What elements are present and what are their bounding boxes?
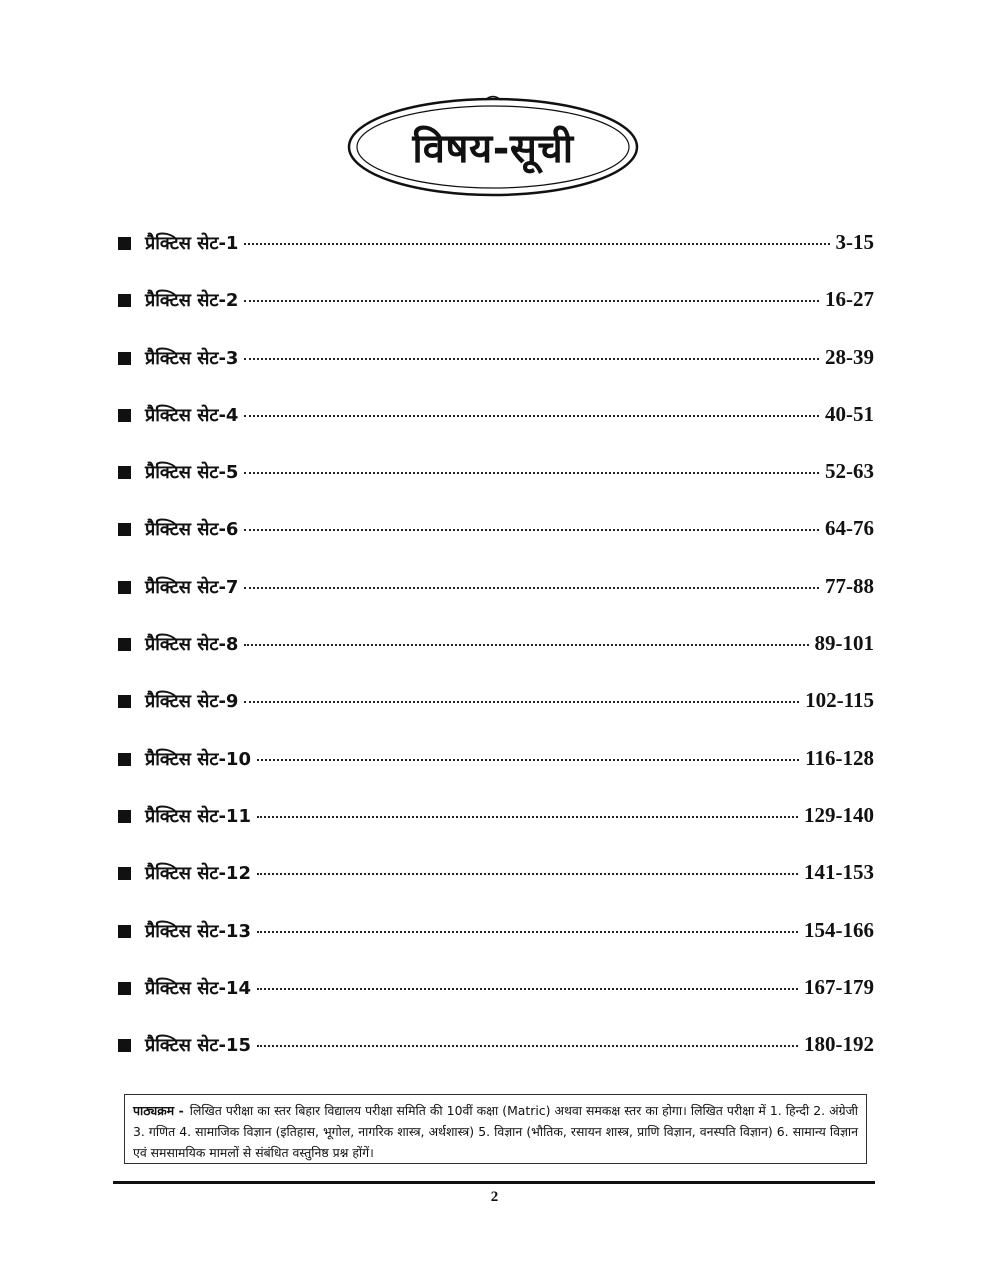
syllabus-text: लिखित परीक्षा का स्तर बिहार विद्यालय परीक्षा समिति की 10वीं कक्षा (Matric) अथवा समकक्ष स्तर का होगा। लिखित परीक्षा में 1. हिन्दी 2. अंग्रेजी 3. गणित 4. सामाजिक विज्ञान (इतिहास, भूगोल, नागरिक शास्त्र, अर्थशास्त्र) 5. विज्ञान (भौतिक, रसायन शास्त्र, प्राणि विज्ञान, वनस्पति विज्ञान) 6. सामान्य विज्ञान एवं समसामयिक मामलों से संबंधित वस्तुनिष्ठ प्रश्न होंगें।: [133, 1103, 858, 1160]
toc-page-range: 28-39: [825, 344, 874, 369]
toc-row: [118, 631, 874, 688]
toc-label: प्रैक्टिस सेट-6: [145, 519, 239, 541]
dot-leader: [257, 1045, 798, 1047]
toc-label: प्रैक्टिस सेट-3: [145, 347, 239, 369]
dot-leader: [244, 701, 799, 703]
toc-page-range: 154-166: [804, 917, 874, 942]
page-number: 2: [490, 1189, 499, 1205]
dot-leader: [257, 988, 798, 990]
toc-label: प्रैक्टिस सेट-13: [145, 920, 251, 942]
dot-leader: [257, 816, 798, 818]
square-bullet-icon: [118, 695, 131, 708]
toc-page-range: 180-192: [804, 1032, 874, 1057]
toc-row: [118, 516, 874, 573]
square-bullet-icon: [118, 294, 131, 307]
toc-label: प्रैक्टिस सेट-15: [145, 1035, 251, 1057]
toc-row: [118, 860, 874, 917]
toc-page-range: 167-179: [804, 974, 874, 999]
toc-page-range: 3-15: [835, 230, 874, 254]
toc-label: प्रैक्टिस सेट-7: [145, 576, 239, 598]
square-bullet-icon: [118, 925, 131, 938]
toc-page-range: 52-63: [825, 459, 874, 484]
square-bullet-icon: [118, 523, 131, 536]
toc-page-range: 16-27: [825, 287, 874, 312]
toc-row: [118, 459, 874, 516]
dot-leader: [244, 243, 829, 245]
toc-row: [118, 345, 874, 402]
square-bullet-icon: [118, 466, 131, 479]
page-title: विषय-सूची: [412, 125, 574, 172]
toc-row: [118, 574, 874, 631]
toc-row: [118, 975, 874, 1032]
square-bullet-icon: [118, 982, 131, 995]
square-bullet-icon: [118, 753, 131, 766]
toc-label: प्रैक्टिस सेट-14: [145, 977, 251, 999]
square-bullet-icon: [118, 867, 131, 880]
dot-leader: [244, 529, 819, 531]
dot-leader: [244, 587, 819, 589]
square-bullet-icon: [118, 581, 131, 594]
syllabus-box: [124, 1094, 867, 1164]
dot-leader: [257, 931, 798, 933]
toc-label: प्रैक्टिस सेट-11: [145, 805, 251, 827]
table-of-contents: [118, 230, 874, 1089]
toc-label: प्रैक्टिस सेट-8: [145, 634, 239, 656]
square-bullet-icon: [118, 810, 131, 823]
square-bullet-icon: [118, 409, 131, 422]
toc-page-range: 102-115: [805, 688, 874, 713]
square-bullet-icon: [118, 638, 131, 651]
toc-label: प्रैक्टिस सेट-10: [145, 748, 251, 770]
toc-page-range: 141-153: [804, 860, 874, 885]
toc-label: प्रैक्टिस सेट-4: [145, 404, 239, 426]
dot-leader: [244, 644, 808, 646]
toc-label: प्रैक्टिस सेट-2: [145, 290, 239, 312]
dot-leader: [244, 358, 819, 360]
toc-page-range: 116-128: [805, 745, 874, 770]
toc-label: प्रैक्टिस सेट-1: [145, 233, 239, 254]
square-bullet-icon: [118, 352, 131, 365]
toc-page-range: 129-140: [804, 802, 874, 827]
dot-leader: [244, 300, 819, 302]
dot-leader: [257, 873, 798, 875]
toc-label: प्रैक्टिस सेट-5: [145, 462, 239, 484]
toc-page-range: 40-51: [825, 401, 874, 426]
square-bullet-icon: [118, 1039, 131, 1052]
dot-leader: [244, 415, 819, 417]
toc-row: [118, 287, 874, 344]
dot-leader: [244, 472, 819, 474]
toc-row: [118, 803, 874, 860]
toc-row: [118, 1032, 874, 1089]
toc-page-range: 64-76: [825, 516, 874, 541]
toc-row: [118, 230, 874, 287]
toc-row: [118, 402, 874, 459]
toc-row: [118, 688, 874, 745]
toc-label: प्रैक्टिस सेट-9: [145, 691, 239, 713]
toc-page-range: 77-88: [825, 573, 874, 598]
toc-row: [118, 746, 874, 803]
square-bullet-icon: [118, 237, 131, 250]
syllabus-heading: पाठ्यक्रम -: [133, 1103, 184, 1118]
footer-rule: [113, 1181, 875, 1184]
toc-page-range: 89-101: [814, 631, 874, 656]
dot-leader: [257, 759, 799, 761]
toc-row: [118, 918, 874, 975]
title-cartouche: [345, 92, 641, 200]
toc-label: प्रैक्टिस सेट-12: [145, 863, 251, 885]
